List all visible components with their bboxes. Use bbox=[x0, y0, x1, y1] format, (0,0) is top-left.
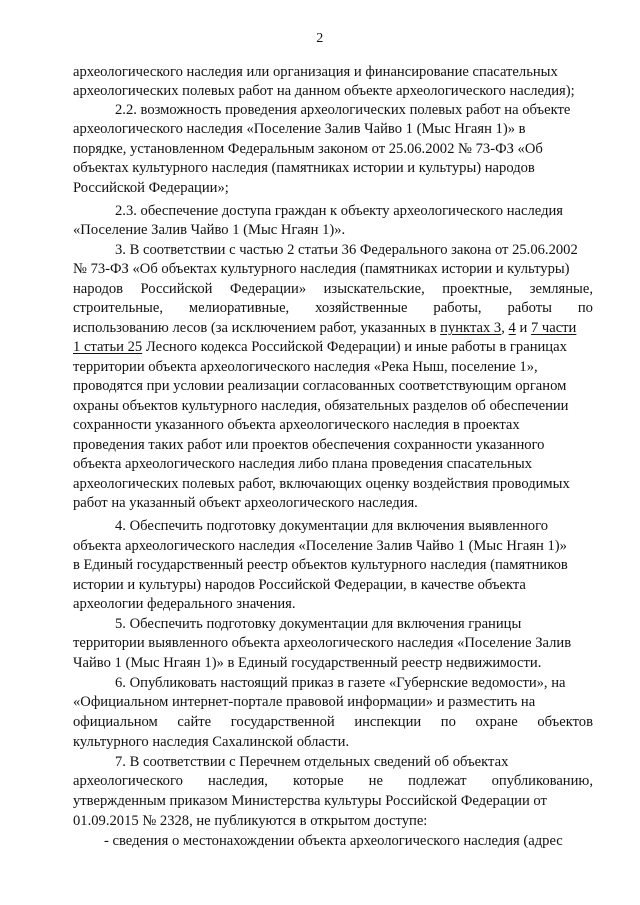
word: сайте bbox=[177, 714, 212, 730]
text-line: работ на указанный объект археологического наследия. bbox=[73, 495, 418, 511]
text-segment: и bbox=[515, 320, 531, 336]
text-line: утвержденным приказом Министерства культуры Российской Федерации от bbox=[73, 793, 547, 809]
forest-code-link-point-4[interactable]: 4 bbox=[508, 320, 516, 336]
text-segment: , bbox=[501, 320, 509, 336]
text-line: «Официальном интернет-портале правовой информации» и разместить на bbox=[73, 694, 536, 710]
text-line-justified bbox=[73, 280, 593, 299]
word: подлежат bbox=[408, 773, 467, 789]
text-line: сохранности указанного объекта археологического наследия в проектах bbox=[73, 417, 520, 433]
forest-code-link-article-25[interactable]: 1 статьи 25 bbox=[73, 339, 143, 355]
text-segment: использованию лесов (за исключением работ, указанных в bbox=[73, 320, 441, 336]
text-line: Российской Федерации»; bbox=[73, 180, 229, 196]
paragraph-3-start: 3. В соответствии с частью 2 статьи 36 Федерального закона от 25.06.2002 bbox=[115, 242, 578, 258]
text-line: «Поселение Залив Чайво 1 (Мыс Нгаян 1)». bbox=[73, 222, 346, 238]
word: инспекции bbox=[354, 714, 422, 730]
forest-code-link-points[interactable]: пунктах 3 bbox=[440, 320, 502, 336]
word: Федерации» bbox=[229, 281, 307, 297]
text-line: в Единый государственный реестр объектов культурного наследия (памятников bbox=[73, 557, 568, 573]
paragraph-2-2-start: 2.2. возможность проведения археологических полевых работ на объекте bbox=[115, 102, 571, 118]
text-line: порядке, установленном Федеральным законом от 25.06.2002 № 73-ФЗ «Об bbox=[73, 141, 543, 157]
text-line: культурного наследия Сахалинской области. bbox=[73, 734, 350, 750]
text-line: № 73-ФЗ «Об объектах культурного наследия (памятниках истории и культуры) bbox=[73, 261, 570, 277]
word: объектов bbox=[537, 714, 593, 730]
text-line: археологического наследия или организация и финансирование спасательных bbox=[73, 64, 558, 80]
text-line: археологического наследия «Поселение Залив Чайво 1 (Мыс Нгаян 1)» в bbox=[73, 121, 526, 137]
word: хозяйственные bbox=[315, 300, 408, 316]
word: археологического bbox=[73, 773, 183, 789]
forest-code-link-part-7[interactable]: 7 части bbox=[530, 320, 577, 336]
paragraph-6-start: 6. Опубликовать настоящий приказ в газете «Губернские ведомости», на bbox=[115, 675, 566, 691]
text-line bbox=[73, 319, 576, 338]
text-line: археологических полевых работ, включающих оценку воздействия проводимых bbox=[73, 476, 570, 492]
text-line bbox=[73, 338, 567, 357]
word: не bbox=[368, 773, 383, 789]
text-line-justified bbox=[73, 713, 593, 732]
word: изыскательские, bbox=[323, 281, 425, 297]
word: земляные, bbox=[529, 281, 593, 297]
word: строительные, bbox=[73, 300, 163, 316]
text-line: проведения таких работ или проектов обеспечения сохранности указанного bbox=[73, 437, 545, 453]
word: опубликованию, bbox=[491, 773, 593, 789]
text-line: истории и культуры) народов Российской Федерации, в качестве объекта bbox=[73, 577, 526, 593]
text-line-justified bbox=[73, 772, 593, 791]
text-line: археологии федерального значения. bbox=[73, 596, 296, 612]
word: работы bbox=[507, 300, 552, 316]
paragraph-7-start: 7. В соответствии с Перечнем отдельных сведений об объектах bbox=[115, 754, 509, 770]
word: наследия, bbox=[208, 773, 268, 789]
paragraph-5-start: 5. Обеспечить подготовку документации для включения границы bbox=[115, 616, 522, 632]
paragraph-4-start: 4. Обеспечить подготовку документации для включения выявленного bbox=[115, 518, 549, 534]
word: проектные, bbox=[442, 281, 513, 297]
word: охране bbox=[475, 714, 518, 730]
page-number: 2 bbox=[316, 31, 324, 46]
text-line: территории объекта археологического наследия «Река Ныш, поселение 1», bbox=[73, 359, 538, 375]
text-segment: Лесного кодекса Российской Федерации) и иные работы в границах bbox=[142, 339, 567, 355]
text-line: Чайво 1 (Мыс Нгаян 1)» в Единый государственный реестр недвижимости. bbox=[73, 655, 542, 671]
word: работы, bbox=[433, 300, 482, 316]
list-item-start: - сведения о местонахождении объекта археологического наследия (адрес bbox=[104, 833, 563, 849]
word: официальном bbox=[73, 714, 158, 730]
text-line: 01.09.2015 № 2328, не публикуются в открытом доступе: bbox=[73, 813, 428, 829]
text-line: проводятся при условии реализации согласованных соответствующим органом bbox=[73, 378, 567, 394]
word: по bbox=[440, 714, 456, 730]
paragraph-2-3-start: 2.3. обеспечение доступа граждан к объекту археологического наследия bbox=[115, 203, 564, 219]
word: которые bbox=[293, 773, 344, 789]
text-line: объекта археологического наследия либо плана проведения спасательных bbox=[73, 456, 532, 472]
word: государственной bbox=[230, 714, 335, 730]
word: по bbox=[577, 300, 593, 316]
text-line: территории выявленного объекта археологического наследия «Поселение Залив bbox=[73, 635, 572, 651]
text-line-justified bbox=[73, 299, 593, 318]
text-line: объекта археологического наследия «Поселение Залив Чайво 1 (Мыс Нгаян 1)» bbox=[73, 538, 567, 554]
text-line: археологических полевых работ на данном объекте археологического наследия); bbox=[73, 83, 575, 99]
word: народов bbox=[73, 281, 124, 297]
word: мелиоративные, bbox=[188, 300, 290, 316]
text-line: объектах культурного наследия (памятниках истории и культуры) народов bbox=[73, 160, 535, 176]
word: Российской bbox=[140, 281, 213, 297]
text-line: охраны объектов культурного наследия, обязательных разделов об обеспечении bbox=[73, 398, 569, 414]
